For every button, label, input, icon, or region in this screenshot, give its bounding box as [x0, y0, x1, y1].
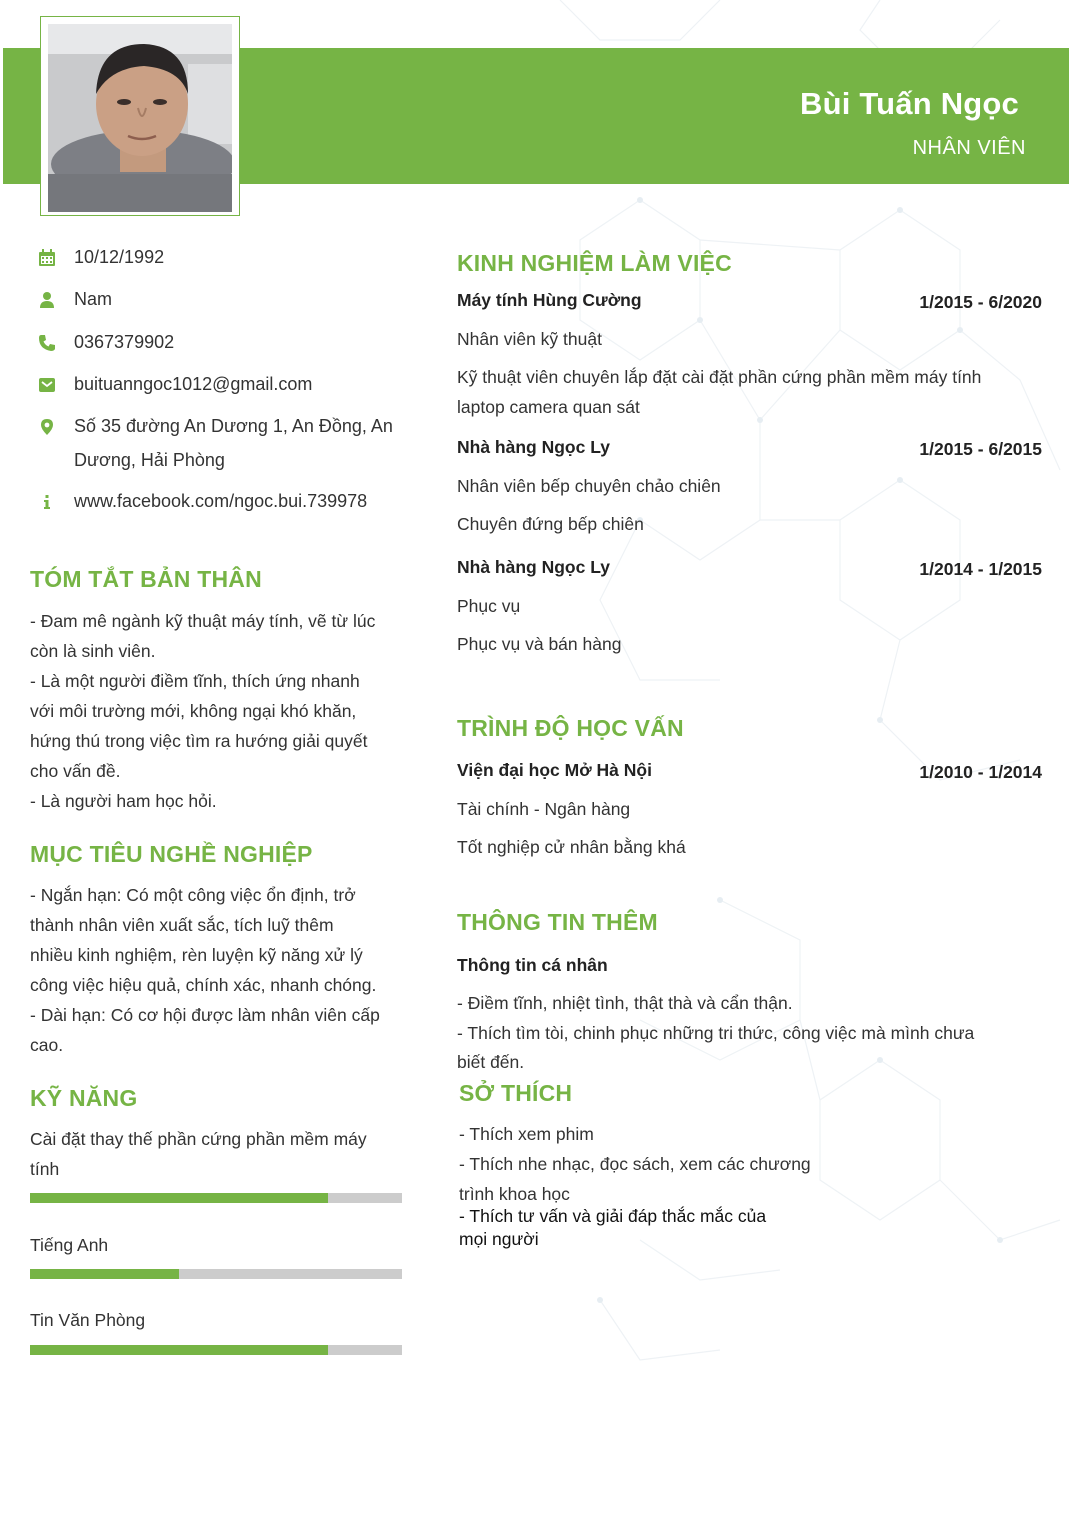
job-description: laptop camera quan sát [457, 397, 640, 417]
skill-bar-fill [30, 1193, 328, 1203]
additional-line: biết đến. [457, 1052, 525, 1072]
job-description: Kỹ thuật viên chuyên lắp đặt cài đặt phần cứng phần mềm máy tính [457, 367, 982, 387]
experience-heading: KINH NGHIỆM LÀM VIỆC [457, 250, 732, 276]
avatar-photo [48, 24, 232, 212]
objective-line: - Ngắn hạn: Có một công việc ổn định, trở [30, 885, 356, 905]
objective-heading: MỤC TIÊU NGHỀ NGHIỆP [30, 841, 313, 867]
user-icon [38, 291, 56, 309]
avatar-frame [40, 16, 240, 216]
job-position: Nhân viên kỹ thuật [457, 329, 602, 349]
education-heading: TRÌNH ĐỘ HỌC VẤN [457, 715, 684, 741]
skill-bar [30, 1193, 402, 1203]
map-marker-icon [38, 418, 56, 436]
hobby-line: trình khoa học [459, 1184, 570, 1204]
objective-line: cao. [30, 1035, 64, 1055]
summary-heading: TÓM TẮT BẢN THÂN [30, 566, 262, 592]
objective-line: nhiều kinh nghiệm, rèn luyện kỹ năng xử lý [30, 945, 363, 965]
job-date: 1/2015 - 6/2020 [919, 292, 1042, 312]
additional-line: - Điềm tĩnh, nhiệt tình, thật thà và cẩn thận. [457, 993, 793, 1013]
objective-line: công việc hiệu quả, chính xác, nhanh chóng. [30, 975, 377, 995]
hobby-line: - Thích nhe nhạc, đọc sách, xem các chương [459, 1154, 811, 1174]
summary-line: cho vấn đề. [30, 761, 121, 781]
skill-name [30, 1124, 367, 1184]
phone-icon [38, 334, 56, 352]
job-date: 1/2015 - 6/2015 [919, 439, 1042, 459]
school-name: Viện đại học Mở Hà Nội [457, 760, 652, 780]
email-text: buituanngoc1012@gmail.com [74, 374, 313, 394]
objective-line: thành nhân viên xuất sắc, tích luỹ thêm [30, 915, 334, 935]
candidate-position: NHÂN VIÊN [912, 137, 1026, 159]
job-company: Máy tính Hùng Cường [457, 290, 642, 310]
skill-bar [30, 1269, 402, 1279]
skill-bar [30, 1345, 402, 1355]
job-description: Chuyên đứng bếp chiên [457, 514, 644, 534]
skill-bar-fill [30, 1345, 328, 1355]
summary-line: còn là sinh viên. [30, 641, 156, 661]
education-date: 1/2010 - 1/2014 [919, 762, 1042, 782]
candidate-name: Bùi Tuấn Ngọc [799, 86, 1019, 121]
skill-name [30, 1305, 145, 1335]
website-text: www.facebook.com/ngoc.bui.739978 [74, 491, 368, 511]
hobby-line: - Thích xem phim [459, 1124, 594, 1144]
phone-text: 0367379902 [74, 332, 175, 352]
job-description: Phục vụ và bán hàng [457, 634, 622, 654]
education-major: Tài chính - Ngân hàng [457, 799, 631, 819]
job-position: Nhân viên bếp chuyên chảo chiên [457, 476, 721, 496]
calendar-icon [38, 249, 56, 267]
education-degree: Tốt nghiệp cử nhân bằng khá [457, 837, 686, 857]
summary-line: - Đam mê ngành kỹ thuật máy tính, vẽ từ lúc [30, 611, 376, 631]
avatar [48, 24, 232, 212]
summary-line: với môi trường mới, không ngại khó khăn, [30, 701, 357, 721]
info-icon [38, 493, 56, 511]
skill-name-line: tính [30, 1159, 60, 1179]
summary-line: - Là người ham học hỏi. [30, 791, 217, 811]
hobbies-heading: SỞ THÍCH [459, 1080, 573, 1106]
skill-name-line: Tiếng Anh [30, 1235, 109, 1255]
skill-bar-fill [30, 1269, 179, 1279]
address-line2: Dương, Hải Phòng [74, 450, 225, 470]
summary-text [30, 606, 375, 816]
additional-subtitle: Thông tin cá nhân [457, 955, 608, 975]
birthday-text: 10/12/1992 [74, 247, 165, 267]
objective-line: - Dài hạn: Có cơ hội được làm nhân viên cấp [30, 1005, 380, 1025]
summary-line: hứng thú trong việc tìm ra hướng giải quyết [30, 731, 368, 751]
hobby-line: - Thích tư vấn và giải đáp thắc mắc của [459, 1206, 767, 1226]
skills-heading: KỸ NĂNG [30, 1085, 138, 1111]
address-line1: Số 35 đường An Dương 1, An Đồng, An [74, 416, 393, 436]
skill-name-line: Cài đặt thay thế phần cứng phần mềm máy [30, 1129, 367, 1149]
gender-text: Nam [74, 289, 113, 309]
job-date: 1/2014 - 1/2015 [919, 559, 1042, 579]
additional-line: - Thích tìm tòi, chinh phục những tri thức, công việc mà mình chưa [457, 1023, 975, 1043]
job-position: Phục vụ [457, 596, 521, 616]
envelope-icon [38, 376, 56, 394]
objective-text [30, 880, 380, 1060]
additional-heading: THÔNG TIN THÊM [457, 909, 658, 935]
hobby-line: mọi người [459, 1229, 539, 1249]
summary-line: - Là một người điềm tĩnh, thích ứng nhanh [30, 671, 360, 691]
skill-name [30, 1230, 108, 1260]
skill-name-line: Tin Văn Phòng [30, 1310, 146, 1330]
job-company: Nhà hàng Ngọc Ly [457, 437, 610, 457]
job-company: Nhà hàng Ngọc Ly [457, 557, 610, 577]
